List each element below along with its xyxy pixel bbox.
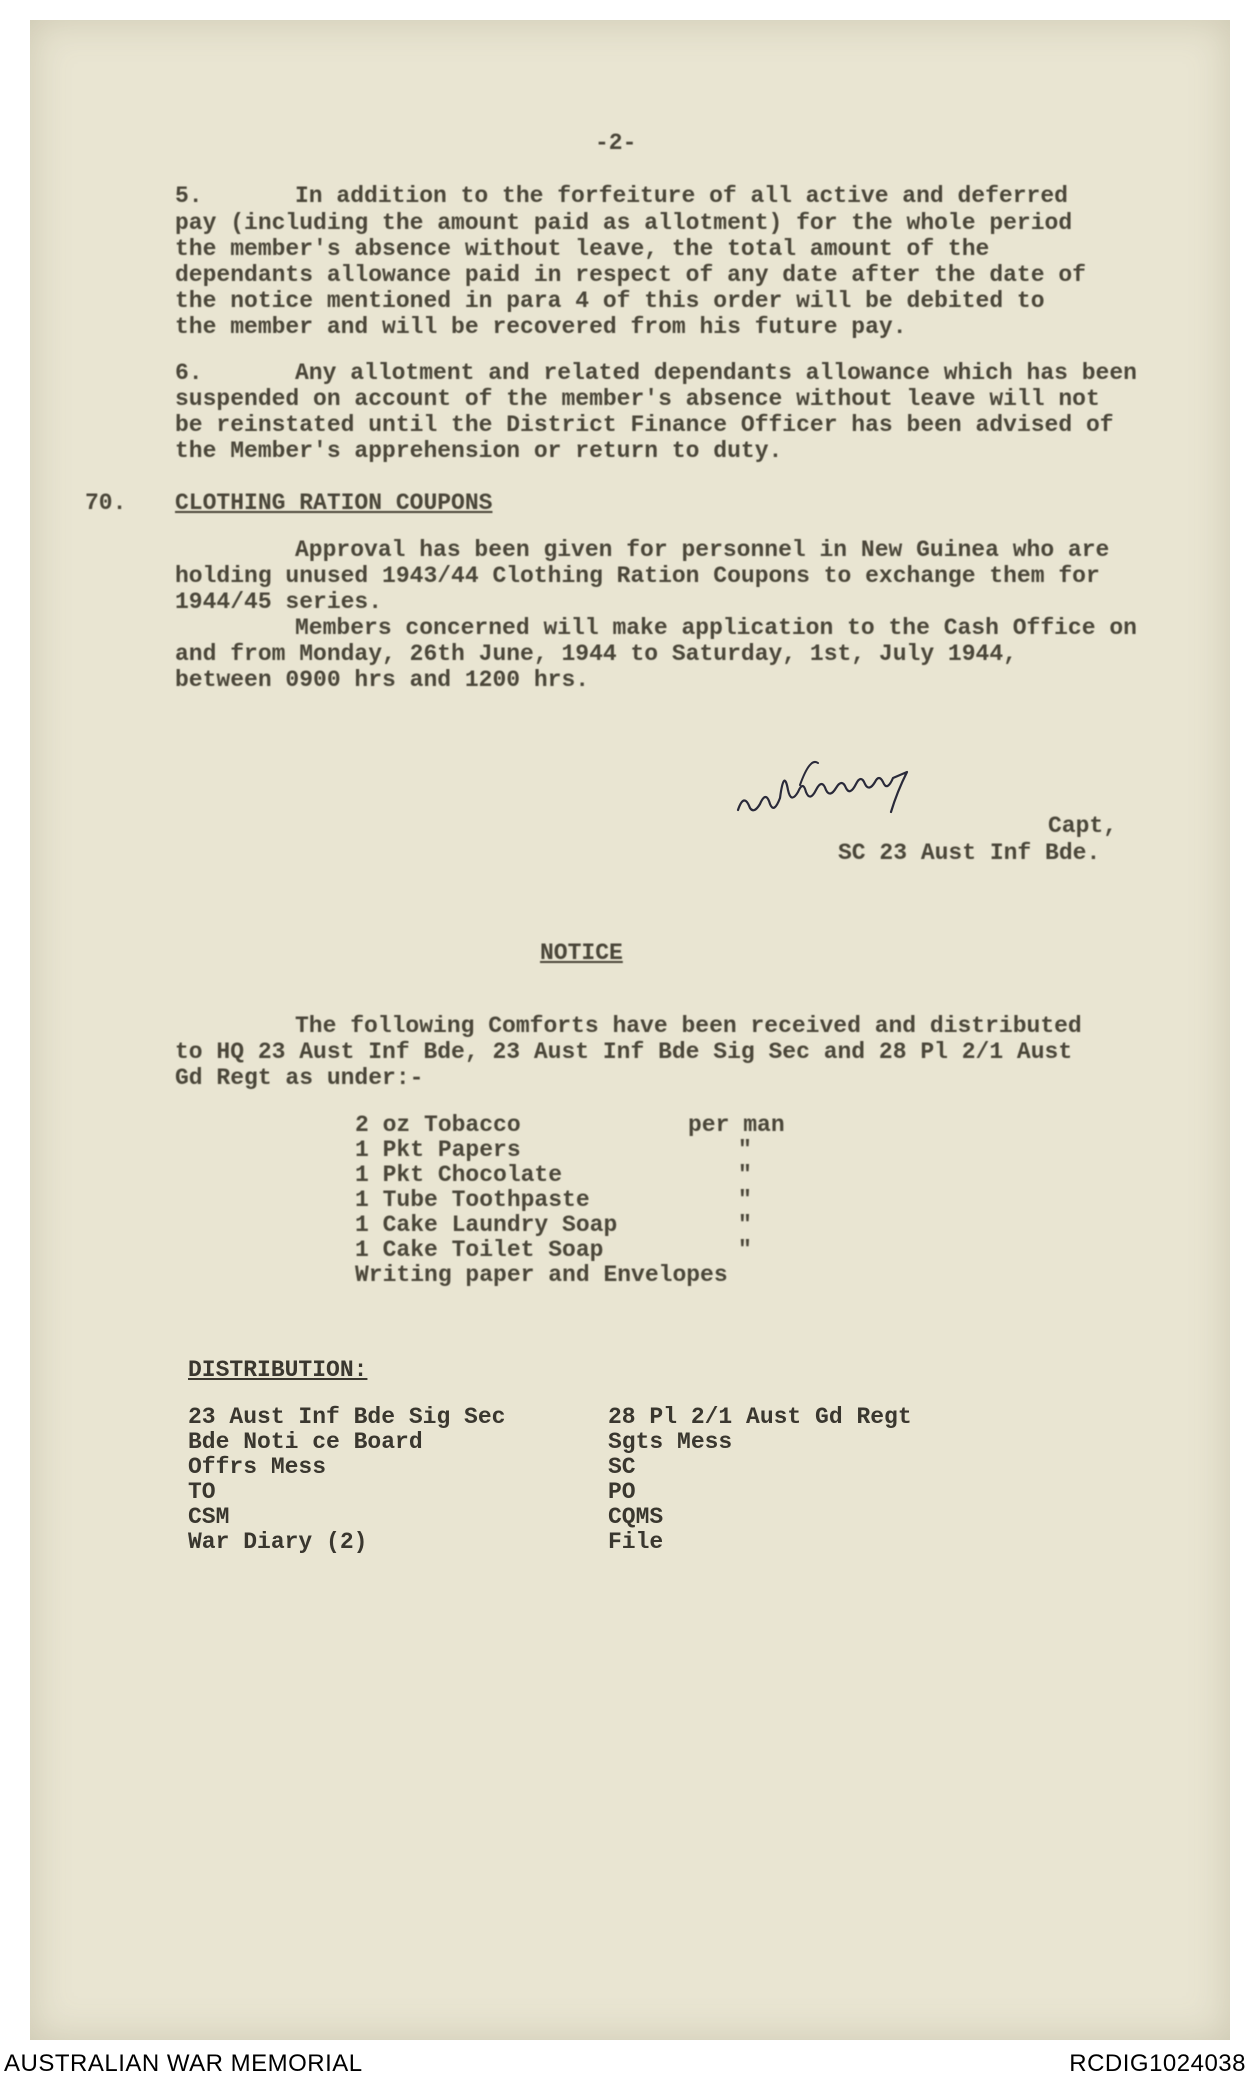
list-item: 1 Pkt Chocolate <box>355 1162 563 1188</box>
distribution-item: War Diary (2) <box>188 1529 368 1555</box>
distribution-item: 28 Pl 2/1 Aust Gd Regt <box>608 1404 912 1430</box>
para5-line: pay (including the amount paid as allotment) for the whole period <box>175 210 1073 236</box>
distribution-item: CQMS <box>608 1504 664 1530</box>
ditto-mark: " <box>738 1212 752 1238</box>
ditto-mark: " <box>738 1187 752 1213</box>
comforts-notes <box>688 1113 785 1263</box>
list-item: 2 oz Tobacco <box>355 1112 521 1138</box>
ditto-mark: " <box>738 1137 752 1163</box>
handwritten-signature <box>730 755 1030 835</box>
para5-line: the notice mentioned in para 4 of this order will be debited to <box>175 288 1045 314</box>
para5-line: dependants allowance paid in respect of any date after the date of <box>175 262 1086 288</box>
distribution-item: TO <box>188 1479 216 1505</box>
distribution-item: PO <box>608 1479 636 1505</box>
distribution-item: Sgts Mess <box>608 1429 733 1455</box>
para5-number: 5. <box>175 183 203 209</box>
distribution-item: Bde Noti ce Board <box>188 1429 423 1455</box>
para6-number: 6. <box>175 360 203 386</box>
para6-line: the Member's apprehension or return to duty. <box>175 438 783 464</box>
section70-line: 1944/45 series. <box>175 589 383 615</box>
section70-line: Members concerned will make application to the Cash Office on <box>295 615 1137 641</box>
section70-line: Approval has been given for personnel in New Guinea who are <box>295 537 1110 563</box>
list-item: Writing paper and Envelopes <box>355 1262 728 1288</box>
distribution-heading: DISTRIBUTION: <box>188 1357 368 1383</box>
para6-line: be reinstated until the District Finance Officer has been advised of <box>175 412 1114 438</box>
para6-line: suspended on account of the member's absence without leave will not <box>175 386 1100 412</box>
section70-line: between 0900 hrs and 1200 hrs. <box>175 667 590 693</box>
list-item-note: per man <box>688 1112 785 1138</box>
distribution-item: 23 Aust Inf Bde Sig Sec <box>188 1404 506 1430</box>
signature-rank: Capt, <box>1048 813 1118 839</box>
notice-line: The following Comforts have been received and distributed <box>295 1013 1082 1039</box>
section70-number: 70. <box>85 490 127 516</box>
list-item: 1 Cake Laundry Soap <box>355 1212 618 1238</box>
notice-line: to HQ 23 Aust Inf Bde, 23 Aust Inf Bde Sig Sec and 28 Pl 2/1 Aust <box>175 1039 1073 1065</box>
signature-appointment: SC 23 Aust Inf Bde. <box>838 840 1101 866</box>
distribution-item: Offrs Mess <box>188 1454 327 1480</box>
distribution-right-column <box>608 1405 912 1555</box>
para5-line: the member and will be recovered from his future pay. <box>175 314 907 340</box>
distribution-item: File <box>608 1529 664 1555</box>
distribution-item: CSM <box>188 1504 230 1530</box>
distribution-left-column <box>188 1405 505 1555</box>
footer-credit: AUSTRALIAN WAR MEMORIAL <box>4 2050 363 2077</box>
para6-line: Any allotment and related dependants allowance which has been <box>295 360 1137 386</box>
comforts-list <box>355 1113 728 1288</box>
distribution-item: SC <box>608 1454 636 1480</box>
list-item: 1 Cake Toilet Soap <box>355 1237 604 1263</box>
para5-line: the member's absence without leave, the total amount of the <box>175 236 990 262</box>
para5-line: In addition to the forfeiture of all active and deferred <box>295 183 1068 209</box>
section70-line: holding unused 1943/44 Clothing Ration Coupons to exchange them for <box>175 563 1100 589</box>
section70-line: and from Monday, 26th June, 1944 to Saturday, 1st, July 1944, <box>175 641 1017 667</box>
notice-line: Gd Regt as under:- <box>175 1065 424 1091</box>
page-number: -2- <box>595 130 637 156</box>
footer-record-id: RCDIG1024038 <box>1069 2050 1246 2077</box>
ditto-mark: " <box>738 1237 752 1263</box>
list-item: 1 Tube Toothpaste <box>355 1187 590 1213</box>
section70-heading: CLOTHING RATION COUPONS <box>175 490 493 516</box>
ditto-mark: " <box>738 1162 752 1188</box>
list-item: 1 Pkt Papers <box>355 1137 521 1163</box>
notice-heading: NOTICE <box>540 940 623 966</box>
